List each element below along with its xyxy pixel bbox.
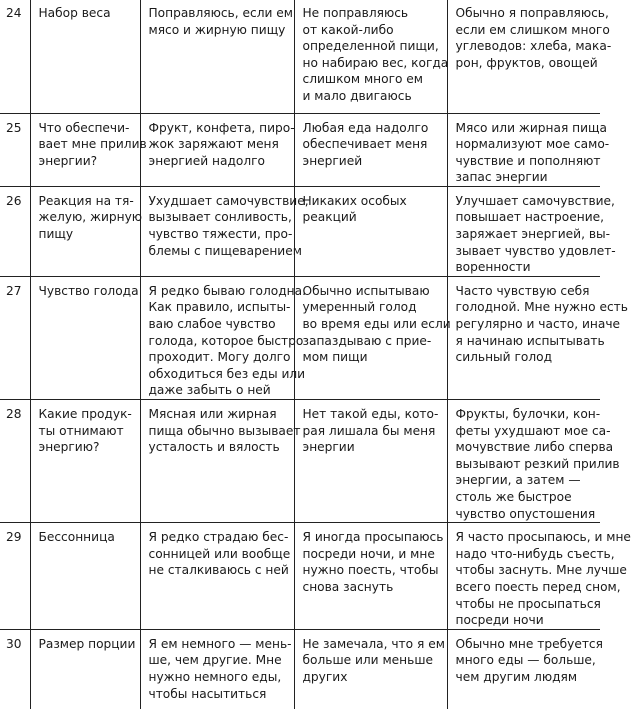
answer-c-cell-text: Обычно я поправляюсь, если ем слишком много углеводов: хлеба, мака- рон, фруктов, овощей: [455, 6, 612, 70]
row-number-text: 30: [6, 636, 22, 651]
answer-b-cell-text: Обычно испытываю умеренный голод во время еды или если запаздываю с прие- мом пищи: [302, 283, 451, 365]
row-number-text: 24: [6, 6, 22, 20]
table-row: [0, 523, 600, 630]
answer-c-cell: [447, 0, 612, 113]
topic-cell-text: Реакция на тя- желую, жирную пищу: [38, 193, 143, 242]
answer-c-cell: [447, 186, 616, 276]
row-number: [0, 186, 30, 276]
topic-cell-text: Размер порции: [38, 636, 136, 651]
row-number: [0, 113, 30, 186]
answer-c-cell-text: Улучшает самочувствие, повышает настроение, заряжает энергией, вы- зывает чувство удовлет- воренности: [455, 193, 616, 275]
answer-c-cell: [447, 523, 631, 630]
answer-b-cell-text: Не поправляюсь от какой-либо определенной пищи, но набираю вес, когда слишком много ем и мало двигаюсь: [302, 6, 449, 103]
answer-a-cell: [140, 400, 301, 523]
topic-cell: [30, 113, 147, 186]
row-number: [0, 523, 30, 630]
answer-b-cell-text: Я иногда просыпаюсь посреди ночи, и мне нужно поесть, чтобы снова заснуть: [302, 530, 444, 594]
topic-cell: [30, 400, 140, 523]
answer-a-cell-text: Я редко страдаю бес- сонницей или вообще не сталкиваюсь с ней: [148, 530, 291, 578]
topic-cell-text: Что обеспечи- вает мне прилив энергии?: [38, 120, 147, 168]
row-number: [0, 276, 30, 399]
answer-a-cell: [140, 113, 294, 186]
answer-a-cell: [140, 523, 294, 630]
answer-b-cell-text: Не замечала, что я ем больше или меньше других: [302, 636, 445, 684]
answer-b-cell: [294, 276, 451, 399]
answer-c-cell: [447, 113, 610, 186]
topic-cell-text: Чувство голода: [38, 283, 139, 298]
answer-b-cell: [294, 523, 447, 630]
answer-a-cell-text: Я ем немного — мень- ше, чем другие. Мне нужно немного еды, чтобы насытиться: [148, 636, 292, 701]
answer-a-cell-text: Поправляюсь, если ем мясо и жирную пищу: [148, 6, 293, 37]
table-row: [0, 400, 600, 523]
table-row: [0, 113, 600, 186]
row-number-text: 26: [6, 193, 22, 208]
table-row: [0, 629, 600, 709]
answer-c-cell: [447, 400, 620, 523]
answer-b-cell-text: Нет такой еды, кото- рая лишала бы меня энергии: [302, 407, 439, 455]
table-row: [0, 276, 600, 399]
answer-c-cell: [447, 629, 603, 709]
topic-cell-text: Набор веса: [38, 6, 111, 20]
row-number-text: 25: [6, 120, 22, 135]
answer-a-cell-text: Ухудшает самочувствие, вызывает сонливость, чувство тяжести, про- блемы с пищеварением: [148, 193, 309, 258]
answer-b-cell: [294, 400, 447, 523]
answer-b-cell-text: Никаких особых реакций: [302, 193, 407, 225]
answer-b-cell: [294, 113, 447, 186]
answer-b-cell: [294, 186, 447, 276]
topic-cell: [30, 276, 140, 399]
table-row: [0, 0, 600, 113]
answer-c-cell-text: Я часто просыпаюсь, и мне надо что-нибудь съесть, чтобы заснуть. Мне лучше всего поесть перед сном, чтобы не просыпаться посреди ночи: [455, 530, 631, 628]
answer-b-cell: [294, 629, 447, 709]
table-row: [0, 186, 600, 276]
answer-b-cell-text: Любая еда надолго обеспечивает меня энергией: [302, 120, 429, 168]
answer-a-cell: [140, 276, 306, 399]
answer-c-cell: [447, 276, 628, 399]
answer-a-cell: [140, 629, 294, 709]
row-number: [0, 400, 30, 523]
topic-cell-text: Бессонница: [38, 530, 115, 545]
topic-cell: [30, 186, 143, 276]
answer-a-cell: [140, 0, 294, 113]
answer-a-cell-text: Я редко бываю голодна. Как правило, испыты- ваю слабое чувство голода, которое быстро проходит. Могу долго обходиться без еды или даже забыть о ней: [148, 283, 306, 398]
row-number-text: 29: [6, 530, 22, 545]
answer-c-cell-text: Обычно мне требуется много еды — больше, чем другим людям: [455, 636, 603, 684]
answer-c-cell-text: Фрукты, булочки, кон- феты ухудшают мое са- мочувствие либо сперва вызывают резкий прилив энергии, а затем — столь же быстрое чувство опустошения: [455, 407, 620, 521]
topic-cell: [30, 629, 140, 709]
topic-cell: [30, 0, 140, 113]
answer-a-cell: [140, 186, 309, 276]
row-number-text: 27: [6, 283, 22, 298]
row-number-text: 28: [6, 407, 22, 421]
answer-c-cell-text: Часто чувствую себя голодной. Мне нужно есть регулярно и часто, иначе я начинаю испытывать сильный голод: [455, 283, 628, 365]
answer-c-cell-text: Мясо или жирная пища нормализуют мое само- чувствие и пополняют запас энергии: [455, 120, 610, 185]
answer-a-cell-text: Мясная или жирная пища обычно вызывает усталость и вялость: [148, 407, 301, 455]
topic-cell: [30, 523, 140, 630]
answer-a-cell-text: Фрукт, конфета, пиро- жок заряжают меня энергией надолго: [148, 120, 295, 168]
row-number: [0, 629, 30, 709]
topic-cell-text: Какие продук- ты отнимают энергию?: [38, 407, 132, 455]
answer-b-cell: [294, 0, 447, 113]
row-number: [0, 0, 30, 113]
